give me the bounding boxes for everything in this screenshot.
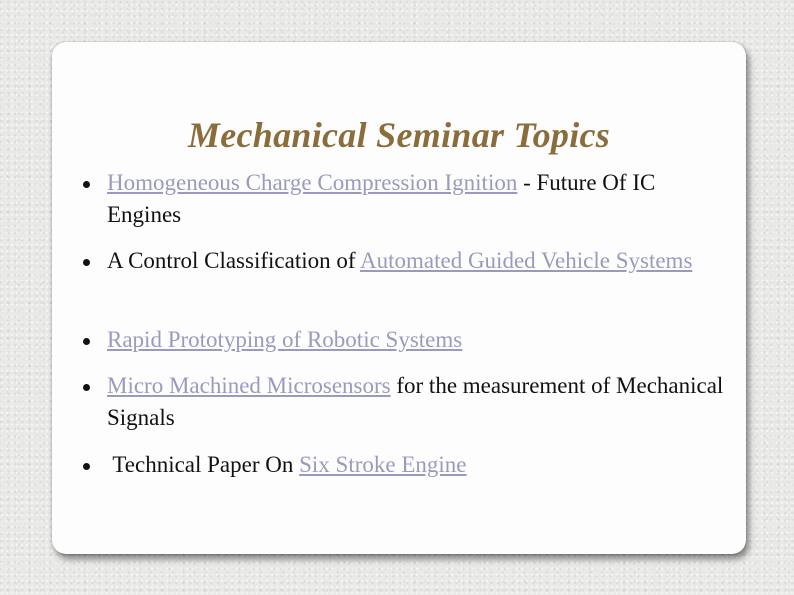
bullet-icon xyxy=(83,259,90,266)
topic-text xyxy=(107,324,732,356)
topic-link[interactable]: Rapid Prototyping of Robotic Systems xyxy=(107,327,463,352)
bullet-icon xyxy=(83,181,90,188)
topic-link[interactable]: Micro Machined Microsensors xyxy=(107,373,391,398)
topic-text xyxy=(107,449,732,481)
topic-suffix: - Future Of IC Engines xyxy=(107,170,656,227)
topic-link[interactable]: Automated Guided Vehicle Systems xyxy=(360,248,693,273)
topic-text xyxy=(107,245,732,277)
topic-text xyxy=(107,167,732,231)
topic-link[interactable]: Six Stroke Engine xyxy=(299,452,467,477)
topic-prefix: Technical Paper On xyxy=(107,452,300,477)
topic-prefix: A Control Classification of xyxy=(107,248,360,273)
bullet-icon xyxy=(83,384,90,391)
topic-text xyxy=(107,370,732,434)
topic-link[interactable]: Homogeneous Charge Compression Ignition xyxy=(107,170,518,195)
bullet-icon xyxy=(83,463,90,470)
slide-title: Mechanical Seminar Topics xyxy=(187,115,611,155)
bullet-icon xyxy=(83,338,90,345)
topic-suffix: for the measurement of Mechanical Signals xyxy=(107,373,724,430)
